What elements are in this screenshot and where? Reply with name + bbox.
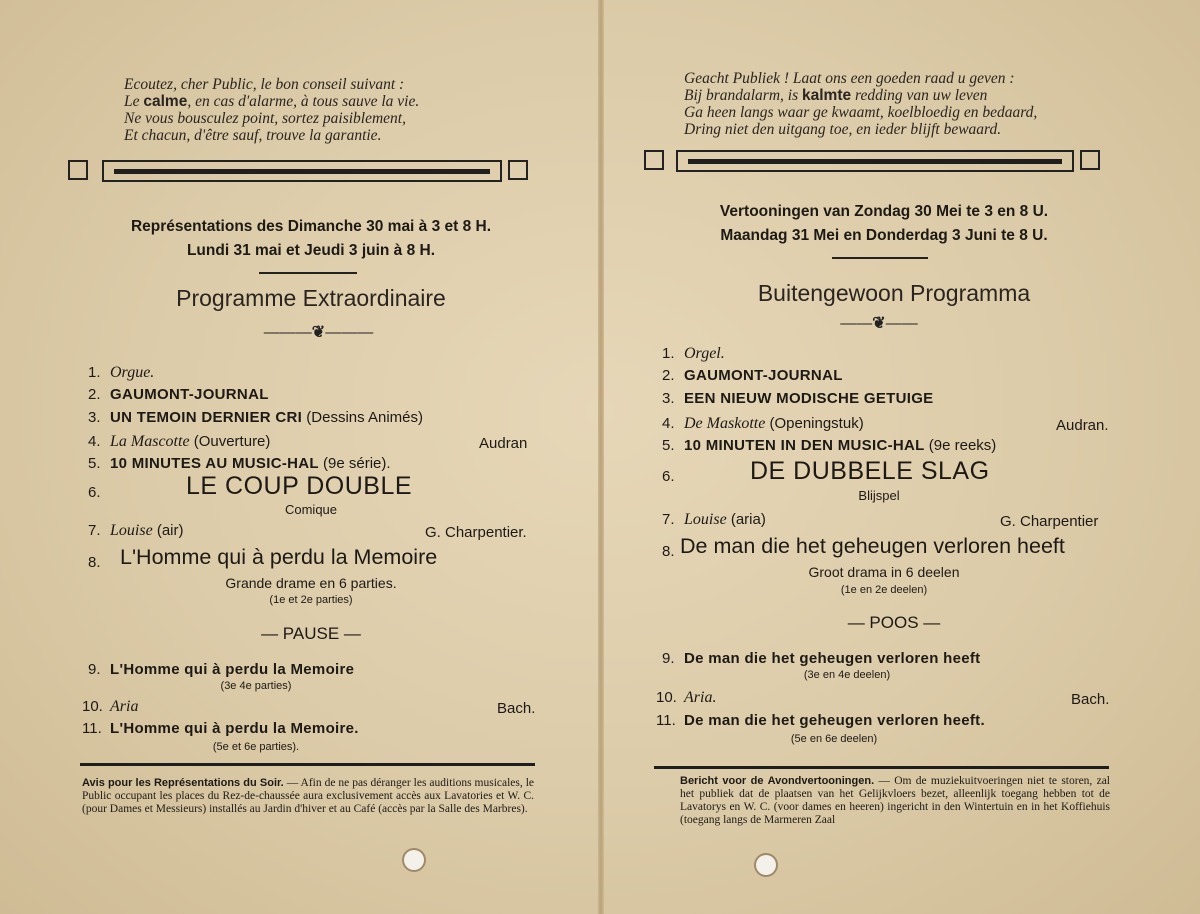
- program-item-1: 1. Orgel.: [662, 345, 725, 362]
- program-item-4: 4. La Mascotte (Ouverture): [88, 433, 271, 450]
- date-line: Vertooningen van Zondag 30 Mei te 3 en 8 U.: [719, 203, 1049, 220]
- poem-line-start: Le: [124, 93, 144, 110]
- main-film-title: De man die het geheugen verloren heeft: [680, 534, 1065, 558]
- item-note: (9e reeks): [924, 437, 997, 454]
- item-title: Louise: [684, 511, 727, 528]
- bar-box-right: [508, 160, 528, 180]
- item-title: Orgel.: [684, 345, 725, 362]
- film-parts: (1e et 2e parties): [269, 594, 353, 606]
- notice-text: — Afin de ne pas déranger les auditions musicales, le Public occupant les places du Rez-de-chaussée aura exclusivement accès aux Lavatories et W. C. (pour Dames et Messieurs) installés au Jardin d'hiver et au Café (accès par la Salle des Marbres).: [82, 777, 535, 815]
- poem-line-end: redding van uw leven: [851, 87, 988, 104]
- item-title: UN TEMOIN DERNIER CRI: [110, 409, 303, 426]
- punch-hole: [404, 850, 424, 870]
- evening-notice: [82, 777, 534, 816]
- program-item-11: 11. De man die het geheugen verloren heeft.: [656, 712, 985, 729]
- item-title: L'Homme qui à perdu la Memoire: [110, 661, 355, 678]
- dutch-page: [604, 10, 1184, 906]
- item-title: Louise: [110, 522, 153, 539]
- composer: Audran.: [1056, 417, 1109, 434]
- evening-notice: [680, 775, 1110, 827]
- film-parts: (3e en 4e deelen): [803, 669, 891, 681]
- program-item-2: 2. GAUMONT-JOURNAL: [88, 386, 269, 403]
- item-note: (Ouverture): [189, 433, 271, 450]
- program-item-9: 9. De man die het geheugen verloren heeft: [662, 650, 981, 667]
- ornament: ——❦——: [840, 315, 918, 332]
- main-film-title: L'Homme qui à perdu la Memoire: [120, 545, 438, 569]
- program-item-7: 7. Louise (aria): [662, 511, 766, 528]
- poem-line: Dring niet den uitgang toe, en ieder blijft bewaard.: [684, 121, 1002, 138]
- divider: [832, 257, 928, 259]
- poem-line: Ne vous bousculez point, sortez paisiblement,: [124, 110, 406, 127]
- item-number: 6.: [88, 484, 101, 501]
- program-item-2: 2. GAUMONT-JOURNAL: [662, 367, 843, 384]
- item-title: Aria: [110, 698, 139, 715]
- item-title: De Maskotte: [684, 415, 766, 432]
- poem-bold-word: calme: [143, 93, 188, 110]
- program-item-1: 1. Orgue.: [88, 364, 155, 381]
- program-title: Buitengewoon Programma: [757, 280, 1031, 306]
- item-number: 6.: [662, 468, 675, 485]
- feature-genre: Comique: [284, 502, 338, 517]
- item-title: 10 MINUTES AU MUSIC-HAL: [110, 455, 319, 472]
- item-note: (Dessins Animés): [302, 409, 424, 426]
- poem-line-end: , en cas d'alarme, à tous sauve la vie.: [187, 93, 420, 110]
- item-title: L'Homme qui à perdu la Memoire.: [110, 720, 359, 737]
- intermission: — POOS —: [847, 613, 941, 632]
- program-item-3: 3. UN TEMOIN DERNIER CRI (Dessins Animés): [88, 409, 424, 426]
- item-title: De man die het geheugen verloren heeft: [684, 650, 981, 667]
- item-title: La Mascotte: [110, 433, 190, 450]
- decorative-bar: [644, 150, 1108, 172]
- poem-line: Et chacun, d'être sauf, trouve la garantie.: [124, 127, 382, 144]
- item-title: Aria.: [684, 689, 717, 706]
- item-note: (air): [152, 522, 184, 539]
- film-description: Groot drama in 6 deelen: [808, 564, 960, 580]
- bar-line: [676, 150, 1074, 172]
- program-item-5: 5. 10 MINUTES AU MUSIC-HAL (9e série).: [88, 455, 391, 472]
- item-note: (aria): [726, 511, 766, 528]
- program-item-5: 5. 10 MINUTEN IN DEN MUSIC-HAL (9e reeks): [662, 437, 997, 454]
- french-page: [16, 10, 596, 906]
- notice-heading: Bericht voor de Avondvertooningen.: [680, 775, 875, 787]
- program-item-3: 3. EEN NIEUW MODISCHE GETUIGE: [662, 390, 934, 407]
- item-title: Orgue.: [110, 364, 155, 381]
- bar-box-right: [1080, 150, 1100, 170]
- item-number: 8.: [88, 554, 101, 571]
- item-note: (Openingstuk): [765, 415, 864, 432]
- item-note: (9e série).: [318, 455, 391, 472]
- footer-rule: [654, 766, 1109, 769]
- poem-bold-word: kalmte: [801, 87, 852, 104]
- show-dates: [56, 215, 566, 263]
- intermission: — PAUSE —: [261, 624, 361, 643]
- composer: G. Charpentier.: [425, 524, 527, 541]
- bar-box-left: [644, 150, 664, 170]
- program-item-10: 10. Aria.: [656, 689, 717, 706]
- program-item-4: 4. De Maskotte (Openingstuk): [662, 415, 864, 432]
- feature-genre: Blijspel: [858, 488, 900, 503]
- film-parts: (1e en 2e deelen): [840, 584, 928, 596]
- divider: [259, 272, 357, 274]
- item-title: De man die het geheugen verloren heeft.: [684, 712, 985, 729]
- ornament: ———❦———: [263, 324, 374, 341]
- film-parts: (5e et 6e parties).: [212, 741, 300, 753]
- notice-text: — Om de muziekuitvoeringen niet te storen, zal het publiek dat de plaatsen van het Gelijkvloers bezet, alleenlijk toegang hebben tot de Lavatorys en W. C. (voor dames en heeren) ingericht in den Wintertuin en in het Koffiehuis (toegang langs de Marmeren Zaal: [680, 775, 1110, 826]
- film-parts: (5e en 6e deelen): [790, 733, 878, 745]
- date-line: Maandag 31 Mei en Donderdag 3 Juni te 8 U.: [720, 227, 1048, 244]
- poem-line: Ga heen langs waar ge kwaamt, koelbloedig en bedaard,: [684, 104, 1038, 121]
- feature-title: DE DUBBELE SLAG: [750, 457, 990, 485]
- decorative-bar: [68, 160, 538, 182]
- composer: Audran: [479, 435, 528, 452]
- film-description: Grande drame en 6 parties.: [225, 575, 397, 591]
- feature-title: LE COUP DOUBLE: [186, 472, 413, 500]
- program-item-9: 9. L'Homme qui à perdu la Memoire: [88, 661, 355, 678]
- show-dates: [624, 200, 1144, 248]
- item-title: 10 MINUTEN IN DEN MUSIC-HAL: [684, 437, 925, 454]
- film-parts: (3e 4e parties): [220, 680, 292, 692]
- fire-safety-poem: [684, 70, 1104, 138]
- composer: Bach.: [497, 700, 536, 717]
- program-title: Programme Extraordinaire: [176, 285, 446, 311]
- bar-box-left: [68, 160, 88, 180]
- poem-line: [684, 87, 1104, 104]
- poem-line: Geacht Publiek ! Laat ons een goeden raad u geven :: [684, 70, 1015, 87]
- program-item-11: 11. L'Homme qui à perdu la Memoire.: [82, 720, 359, 737]
- poem-line: Ecoutez, cher Public, le bon conseil suivant :: [124, 76, 405, 93]
- item-number: 8.: [662, 543, 675, 560]
- composer: Bach.: [1071, 691, 1110, 708]
- program-item-10: 10. Aria: [82, 698, 139, 715]
- item-title: GAUMONT-JOURNAL: [684, 367, 843, 384]
- bar-line: [102, 160, 502, 182]
- poem-line-start: Bij brandalarm, is: [684, 87, 802, 104]
- footer-rule: [80, 763, 535, 766]
- fire-safety-poem: [124, 76, 524, 144]
- item-title: EEN NIEUW MODISCHE GETUIGE: [684, 390, 934, 407]
- date-line: Lundi 31 mai et Jeudi 3 juin à 8 H.: [186, 242, 436, 259]
- punch-hole: [756, 855, 776, 875]
- composer: G. Charpentier: [1000, 513, 1099, 530]
- notice-heading: Avis pour les Représentations du Soir.: [82, 777, 284, 789]
- date-line: Représentations des Dimanche 30 mai à 3 et 8 H.: [130, 218, 492, 235]
- poem-line: [124, 93, 524, 110]
- program-item-7: 7. Louise (air): [88, 522, 184, 539]
- item-title: GAUMONT-JOURNAL: [110, 386, 269, 403]
